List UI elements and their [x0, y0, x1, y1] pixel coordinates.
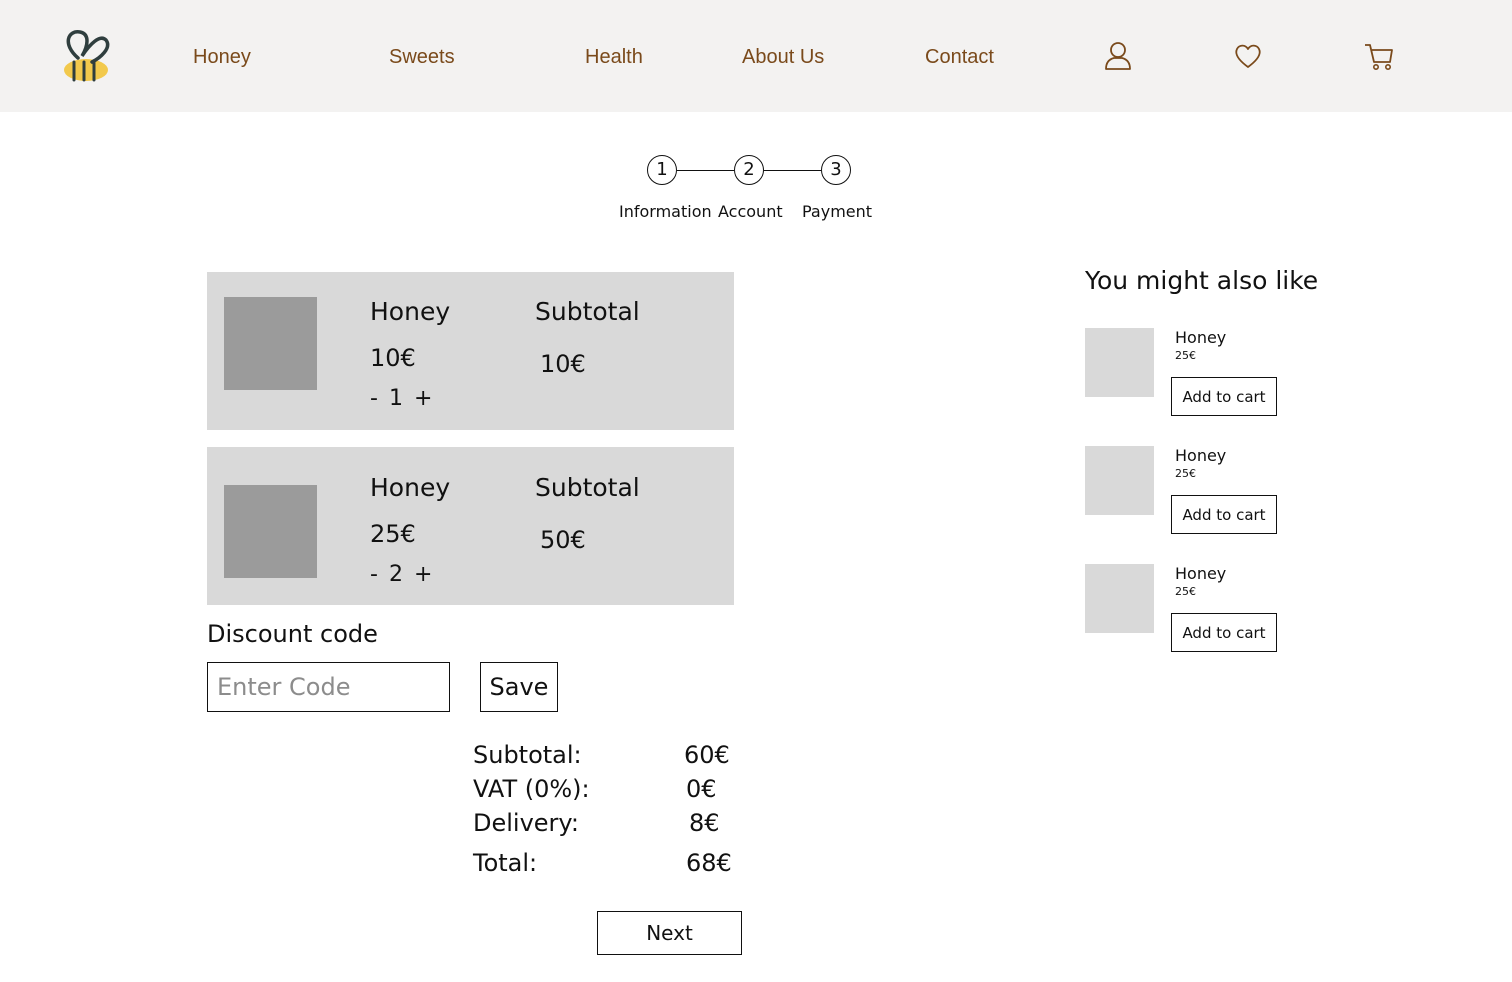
product-image	[224, 297, 317, 390]
recommended-product-price: 25€	[1175, 467, 1196, 480]
total-label: Total:	[473, 849, 538, 877]
site-header	[0, 0, 1512, 112]
step-2-label: Account	[718, 202, 783, 221]
decrease-quantity-button[interactable]: -	[370, 386, 378, 411]
recommended-product-name[interactable]: Honey	[1175, 328, 1227, 347]
quantity-stepper	[370, 562, 432, 587]
recommendations-title: You might also like	[1085, 266, 1319, 295]
product-name: Honey	[370, 297, 451, 326]
subtotal-label: Subtotal	[535, 473, 640, 502]
recommended-product-image[interactable]	[1085, 446, 1154, 515]
recommended-product-price: 25€	[1175, 349, 1196, 362]
cart-item	[207, 272, 734, 430]
subtotal-value: 60€	[684, 741, 730, 769]
quantity-value: 1	[388, 386, 403, 411]
quantity-value: 2	[388, 562, 403, 587]
decrease-quantity-button[interactable]: -	[370, 562, 378, 587]
product-price: 10€	[370, 344, 416, 372]
save-discount-button[interactable]: Save	[480, 662, 558, 712]
discount-code-input[interactable]	[207, 662, 450, 712]
next-button[interactable]: Next	[597, 911, 742, 955]
product-name: Honey	[370, 473, 451, 502]
cart-item	[207, 447, 734, 605]
step-1-label: Information	[619, 202, 712, 221]
nav-link-health[interactable]: Health	[585, 46, 643, 68]
nav-link-contact[interactable]: Contact	[925, 46, 994, 68]
product-price: 25€	[370, 520, 416, 548]
increase-quantity-button[interactable]: +	[413, 562, 433, 587]
vat-value: 0€	[686, 775, 717, 803]
recommended-product-name[interactable]: Honey	[1175, 446, 1227, 465]
step-3-label: Payment	[802, 202, 873, 221]
nav-link-honey[interactable]: Honey	[193, 46, 251, 68]
product-image	[224, 485, 317, 578]
nav-link-sweets[interactable]: Sweets	[389, 46, 455, 68]
add-to-cart-button[interactable]: Add to cart	[1171, 495, 1277, 534]
recommended-product-price: 25€	[1175, 585, 1196, 598]
step-3-circle[interactable]: 3	[821, 155, 851, 185]
item-subtotal-value: 50€	[540, 526, 586, 554]
step-2-circle[interactable]: 2	[734, 155, 764, 185]
total-value: 68€	[686, 849, 732, 877]
step-connector	[764, 170, 821, 171]
subtotal-label: Subtotal:	[473, 741, 582, 769]
increase-quantity-button[interactable]: +	[413, 386, 433, 411]
add-to-cart-button[interactable]: Add to cart	[1171, 377, 1277, 416]
item-subtotal-value: 10€	[540, 350, 586, 378]
add-to-cart-button[interactable]: Add to cart	[1171, 613, 1277, 652]
nav-link-about-us[interactable]: About Us	[742, 46, 825, 68]
subtotal-label: Subtotal	[535, 297, 640, 326]
step-connector	[677, 170, 734, 171]
recommended-product-name[interactable]: Honey	[1175, 564, 1227, 583]
bee-logo-icon[interactable]	[60, 28, 112, 84]
heart-icon[interactable]	[1233, 40, 1263, 72]
recommended-product-image[interactable]	[1085, 328, 1154, 397]
discount-code-title: Discount code	[207, 620, 378, 648]
vat-label: VAT (0%):	[473, 775, 590, 803]
step-1-circle[interactable]: 1	[647, 155, 677, 185]
delivery-label: Delivery:	[473, 809, 579, 837]
quantity-stepper	[370, 386, 432, 411]
delivery-value: 8€	[689, 809, 720, 837]
user-icon[interactable]	[1103, 40, 1133, 72]
cart-icon[interactable]	[1364, 40, 1394, 72]
recommended-product-image[interactable]	[1085, 564, 1154, 633]
